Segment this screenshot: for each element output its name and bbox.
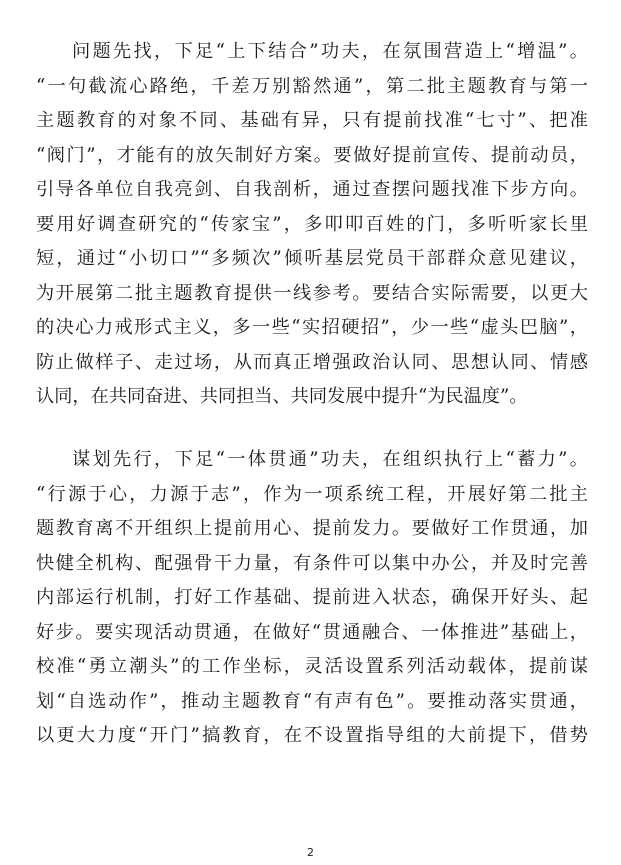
text-line: 谋划先行，下足“一体贯通”功夫，在组织执行上“蓄力”。 [72,449,588,470]
paragraph-1 [36,35,588,415]
text-line: 校准“勇立潮头”的工作坐标，灵活设置系列活动载体，提前谋 [36,656,588,677]
text-line: 认同，在共同奋进、共同担当、共同发展中提升“为民温度”。 [36,386,528,407]
text-line: 引导各单位自我亮剑、自我剖析，通过查摆问题找准下步方向。 [36,179,588,200]
text-line: 以更大力度“开门”搞教育，在不设置指导组的大前提下，借势 [36,725,588,746]
text-line: “行源于心，力源于志”，作为一项系统工程，开展好第二批主 [36,483,588,505]
text-line: 的决心力戒形式主义，多一些“实招硬招”，少一些“虚头巴脑”， [36,317,588,338]
text-line: 要用好调查研究的“传家宝”，多叩叩百姓的门，多听听家长里 [36,213,588,235]
paragraph-2 [36,443,588,754]
text-line: 短，通过“小切口”“多频次”倾听基层党员干部群众意见建议， [36,248,588,269]
text-line: 题教育离不开组织上提前用心、提前发力。要做好工作贯通，加 [36,518,588,539]
text-line: 问题先找，下足“上下结合”功夫，在氛围营造上“增温”。 [72,41,588,62]
text-line: 快健全机构、配强骨干力量，有条件可以集中办公，并及时完善 [36,552,588,574]
text-line: “一句截流心路绝，千差万别豁然通”，第二批主题教育与第一 [36,75,588,97]
text-line: “阀门”，才能有的放矢制好方案。要做好提前宣传、提前动员， [36,144,588,166]
text-line: 主题教育的对象不同、基础有异，只有提前找准“七寸”、把准 [36,110,588,131]
page-number: 2 [307,846,314,859]
text-line: 防止做样子、走过场，从而真正增强政治认同、思想认同、情感 [36,351,588,373]
text-line: 好步。要实现活动贯通，在做好“贯通融合、一体推进”基础上， [36,621,588,643]
text-line: 内部运行机制，打好工作基础、提前进入状态，确保开好头、起 [36,587,588,608]
text-line: 划“自选动作”，推动主题教育“有声有色”。要推动落实贯通， [36,690,588,712]
text-line: 为开展第二批主题教育提供一线参考。要结合实际需要，以更大 [36,282,588,304]
